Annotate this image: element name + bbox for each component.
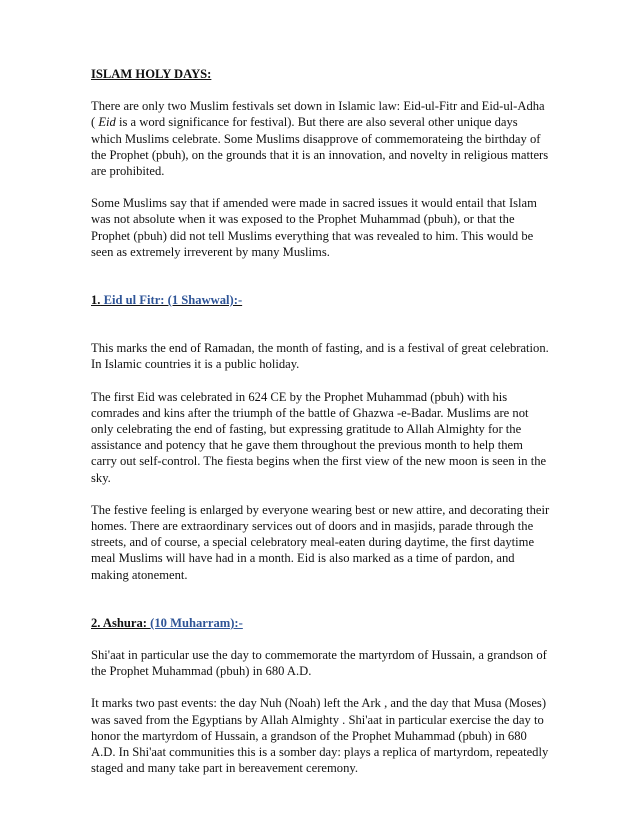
section-1-heading bbox=[91, 292, 551, 308]
section-1-number: 1. bbox=[91, 293, 101, 308]
spacer bbox=[91, 276, 551, 292]
intro-paragraph-1 bbox=[91, 98, 551, 179]
section-2-paragraph-2: It marks two past events: the day Nuh (Noah) left the Ark , and the day that Musa (Moses) was saved from the Egyptians by Allah Almighty . Shi'aat in particular exercise the day to honor the martyrdom of Hussain, a grandson of the Prophet Muhammad (pbuh) in 680 A.D. In Shi'aat communities this is a somber day: plays a replica of martyrdom, repeatedly staged and many take part in bereavement ceremony. bbox=[91, 696, 549, 776]
section-2-heading bbox=[91, 615, 551, 631]
document-page bbox=[91, 66, 551, 793]
section-2-number: 2. Ashura: bbox=[91, 615, 151, 630]
section-1-paragraph-2: The first Eid was celebrated in 624 CE by the Prophet Muhammad (pbuh) with his comrades and kins after the triumph of the battle of Ghazwa -e-Badar. Muslims are not only celebrating the end of fasting, but expressing gratitude to Allah Almighty for the assistance and potency that he gave them throughout the previous month to help them carry out self-control. The fiesta begins when the first view of the new moon is seen in the sky. bbox=[91, 389, 547, 485]
eid-italic: Eid bbox=[98, 115, 116, 130]
intro-paragraph-2: Some Muslims say that if amended were made in sacred issues it would entail that Islam was not absolute when it was exposed to the Prophet Muhammad (pbuh), or that the Prophet (pbuh) did not tell Muslims everything that was revealed to him. This would be seen as extremely irreverent by many Muslims. bbox=[91, 196, 537, 259]
spacer bbox=[91, 599, 551, 615]
section-1-paragraph-3: The festive feeling is enlarged by everyone wearing best or new attire, and decorating their homes. There are extraordinary services out of doors and in masjids, parade through the streets, and of course, a special celebratory meal-eaten during daytime, the first daytime meal Muslims will have had in a month. Eid is also marked as a time of pardon, and making atonement. bbox=[91, 502, 550, 582]
section-1-paragraph-1: This marks the end of Ramadan, the month of fasting, and is a festival of great celebration. In Islamic countries it is a public holiday. bbox=[91, 341, 549, 372]
intro-text-b: is a word significance for festival). But there are also several other unique days which Muslims celebrate. Some Muslims disapprove of commemorateing the birthday of the Prophet (pbuh), on the grounds that it is an innovation, and novelty in religious matters are prohibited. bbox=[91, 115, 549, 179]
document-title: ISLAM HOLY DAYS: bbox=[91, 67, 212, 81]
intro-text-a: There are only two Muslim festivals set down in Islamic law: Eid-ul-Fitr and Eid-ul-Adha ( bbox=[91, 99, 545, 130]
section-1-label: Eid ul Fitr: (1 Shawwal):- bbox=[100, 293, 243, 308]
section-2-paragraph-1: Shi'aat in particular use the day to commemorate the martyrdom of Hussain, a grandson of the Prophet Muhammad (pbuh) in 680 A.D. bbox=[91, 648, 547, 679]
section-2-label: (10 Muharram):- bbox=[150, 615, 243, 630]
